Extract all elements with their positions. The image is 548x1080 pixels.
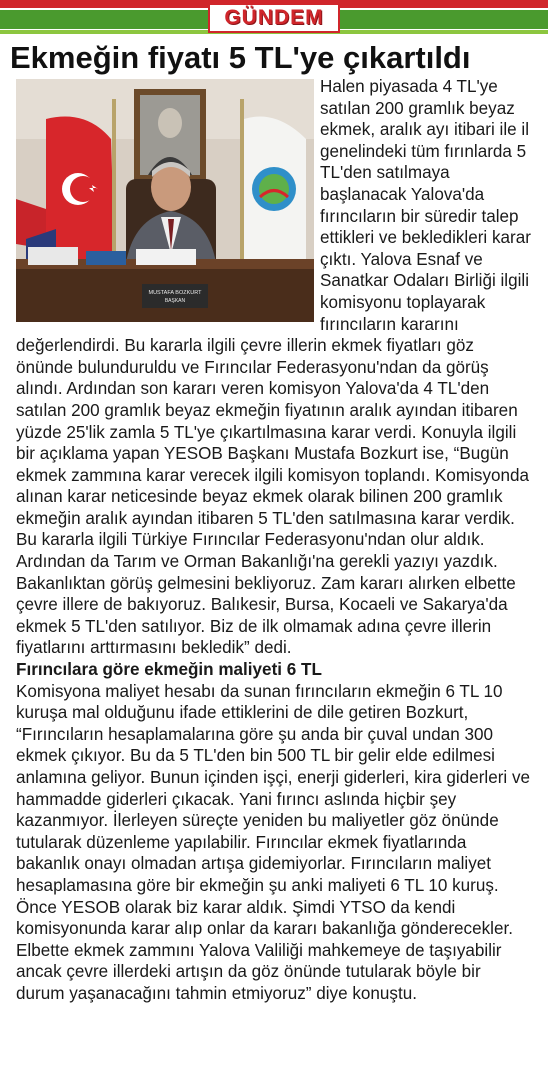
article-body [16, 76, 532, 1005]
nameplate-line1: MUSTAFA BOZKURT [148, 290, 202, 296]
nameplate-line2: BAŞKAN [164, 298, 186, 304]
article-subheading: Fırıncılara göre ekmeğin maliyeti 6 TL [16, 660, 322, 680]
article-paragraph-2: Komisyona maliyet hesabı da sunan fırıncıların ekmeğin 6 TL 10 kuruşa mal olduğunu ifade ettiklerini de dile getiren Bozkurt, “Fırıncıların hesaplamalarına göre şu anda bir çuval undan 300 ekmek çıkıyor. Bu da 5 TL'den bin 500 TL bir gelir elde edilmesi anlamına geliyor. Bunun içinden işçi, enerji giderleri, kira giderleri ve hammadde giderleri çıkacak. Yani fırıncı aslında hiçbir şey kazanmıyor. İlerleyen süreçte yeniden bu maliyetler göz önünde tutularak düzenleme yapılabilir. Fırıncılar ekmek fiyatlarında bakanlık onayı olmadan artışa gidemiyorlar. Fırıncıların maliyet hesaplamasına göre bir ekmeğin şu anki maliyeti 6 TL 10 kuruş. Önce YESOB olarak biz karar aldık. Şimdi YTSO da kendi komisyonunda karar alıp onlar da kararı bakanlığa gönderecekler. Elbette ekmek zammını Yalova Valiliği mahkemeye de taşıyabilir ancak çevre illerdeki artışın da göz önünde tutularak böyle bir durum yaşanacağını tahmin etmiyoruz” diye konuştu. [16, 681, 531, 1003]
section-label: GÜNDEM [208, 3, 340, 33]
article-paragraph-1: Halen piyasada 4 TL'ye satılan 200 gramlık beyaz ekmek, aralık ayı itibari ile il genelindeki tüm fırınlarda 5 TL'den satılmaya başlanacak Yalova'da fırıncıların bir süredir talep ettikleri ve bekledikleri karar çıktı. Yalova Esnaf ve Sanatkar Odaları Birliği ilgili komisyonu toplayarak fırıncıların kararını değerlendirdi. Bu kararla ilgili çevre illerin ekmek fiyatları göz önünde bulunduruldu ve Fırıncılar Federasyonu'ndan da görüş alındı. Ardından son kararı veren komisyon Yalova'da 4 TL'den satılan 200 gramlık beyaz ekmeğin fiyatının aralık ayından itibaren yüzde 25'lik zamla 5 TL'ye çıkartılmasına karar verdi. Konuyla ilgili bir açıklama yapan YESOB Başkanı Mustafa Bozkurt ise, “Bugün ekmek zammına karar verecek ilgili komisyon toplandı. Komisyonda alınan karar neticesinde beyaz ekmek olarak bilinen 200 gramlık ekmeğin aralık ayından itibaren 5 TL'den satılmasına karar verdik. Bu kararla ilgili Türkiye Fırıncılar Federasyonu'ndan olur aldık. Ardından da Tarım ve Orman Bakanlığı'na gerekli yazıyı yazdık. Bakanlıktan görüş gelmesini bekliyoruz. Zam kararı alırken elbette çevre illere de bakıyoruz. Balıkesir, Bursa, Kocaeli ve Sakarya'da ekmek 5 TL'den satılıyor. Biz de ilk olmamak adına çevre illerin fiyatlarını arttırmasını bekledik” dedi. [16, 77, 531, 658]
headline: Ekmeğin fiyatı 5 TL'ye çıkartıldı [10, 40, 471, 75]
section-banner [0, 0, 548, 36]
article-photo [16, 79, 314, 322]
